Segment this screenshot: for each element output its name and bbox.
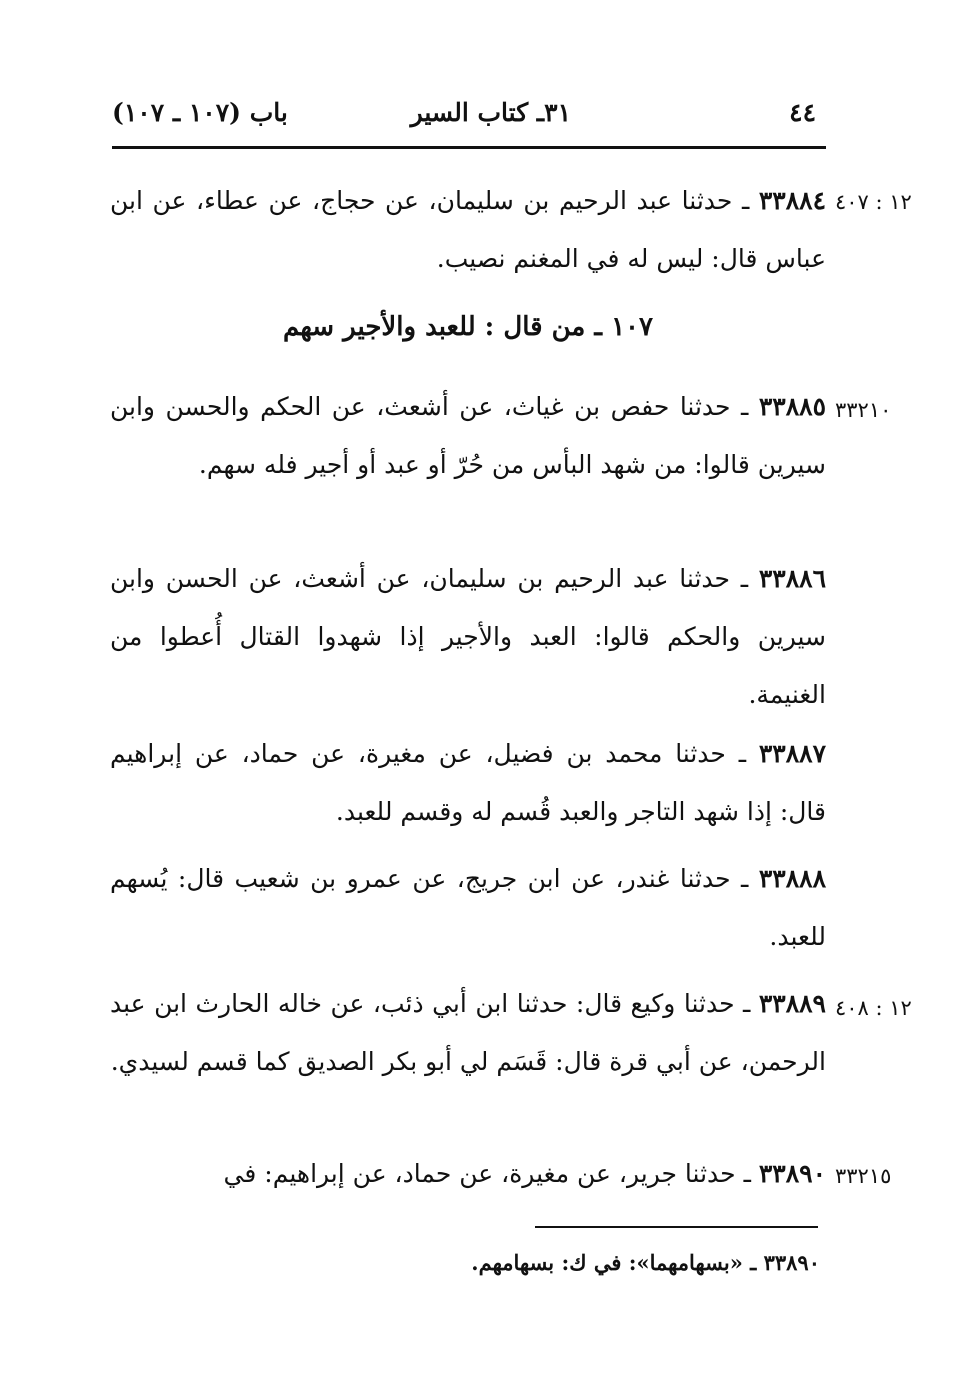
hadith-number: ٣٣٨٨٤ <box>758 186 827 215</box>
chapter-range: باب (١٠٧ ـ ١٠٧) <box>112 98 288 127</box>
hadith-entry <box>110 850 826 966</box>
hadith-text: ـ حدثنا غندر، عن ابن جريج، عن عمرو بن شعيب قال: يُسهم للعبد. <box>110 864 826 951</box>
running-header <box>112 98 826 138</box>
hadith-number: ٣٣٨٨٧ <box>758 739 826 768</box>
section-title: ١٠٧ ـ من قال : للعبد والأجير سهم <box>283 312 653 342</box>
hadith-number: ٣٣٨٨٥ <box>758 392 826 421</box>
hadith-entry <box>110 550 826 724</box>
hadith-entry <box>110 378 826 494</box>
hadith-text: ـ حدثنا عبد الرحيم بن سليمان، عن حجاج، عن عطاء، عن ابن عباس قال: ليس له في المغنم نصيب. <box>110 186 826 273</box>
hadith-number: ٣٣٨٨٩ <box>758 989 826 1018</box>
hadith-entry <box>110 725 826 841</box>
footnote-rule <box>535 1226 818 1228</box>
hadith-text: ـ حدثنا وكيع قال: حدثنا ابن أبي ذئب، عن خاله الحارث ابن عبد الرحمن، عن أبي قرة قال: قَسَم لي أبو بكر الصديق كما قسم لسيدي. <box>110 989 826 1076</box>
header-rule <box>112 146 826 149</box>
hadith-number: ٣٣٨٩٠ <box>758 1159 826 1188</box>
margin-reference: ٣٣٢١٥ <box>835 1164 892 1188</box>
hadith-text: ـ حدثنا محمد بن فضيل، عن مغيرة، عن حماد، عن إبراهيم قال: إذا شهد التاجر والعبد قُسم له وقسم للعبد. <box>110 739 826 826</box>
hadith-entry <box>110 1145 826 1203</box>
margin-reference: ١٢ : ٤٠٨ <box>835 996 912 1020</box>
hadith-entry <box>110 975 826 1091</box>
footnote: ٣٣٨٩٠ ـ «بسهامهما»: في ك: بسهامهم. <box>471 1250 820 1275</box>
hadith-text: ـ حدثنا حفص بن غياث، عن أشعث، عن الحكم والحسن وابن سيرين قالوا: من شهد البأس من حُرّ أو عبد أو أجير فله سهم. <box>110 392 826 479</box>
margin-reference: ١٢ : ٤٠٧ <box>835 190 912 214</box>
hadith-text: ـ حدثنا جرير، عن مغيرة، عن حماد، عن إبراهيم: في <box>223 1159 751 1188</box>
hadith-text: ـ حدثنا عبد الرحيم بن سليمان، عن أشعث، عن الحسن وابن سيرين والحكم قالوا: العبد والأجير إذا شهدوا القتال أُعطوا من الغنيمة. <box>110 564 826 709</box>
hadith-number: ٣٣٨٨٨ <box>758 864 826 893</box>
page-number: ٤٤ <box>789 98 816 127</box>
hadith-number: ٣٣٨٨٦ <box>758 564 827 593</box>
hadith-entry <box>110 172 826 288</box>
margin-reference: ٣٣٢١٠ <box>835 398 892 422</box>
book-title: ٣١ـ كتاب السير <box>410 98 571 127</box>
